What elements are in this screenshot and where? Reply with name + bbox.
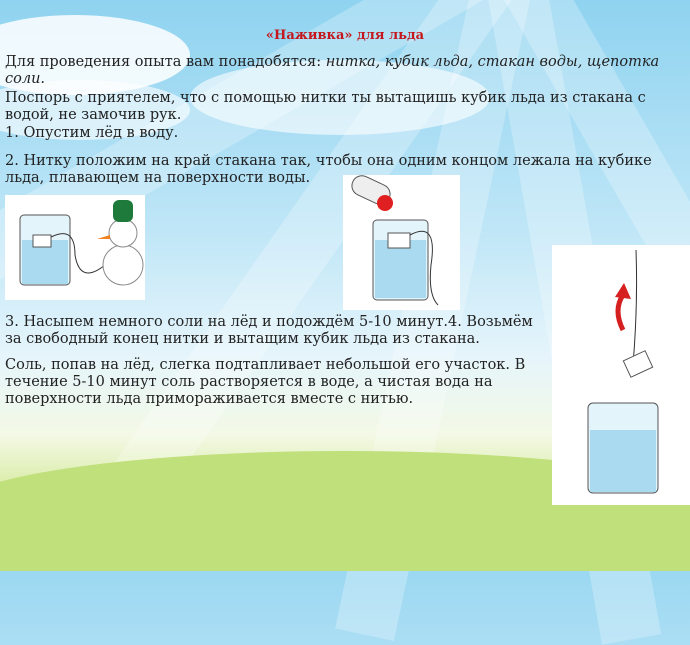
glass-snowman-icon [5,195,145,300]
challenge-text: Поспорь с приятелем, что с помощью нитки ты вытащишь кубик льда из стакана с водой, не замочив рук. [5,90,646,123]
lifted-ice-icon [552,245,690,505]
salt-glass-icon [343,175,460,310]
materials-text [5,54,675,88]
materials-list: нитка, кубик льда, стакан воды, щепотка соли. [5,54,660,87]
explanation: Соль, попав на лёд, слегка подтапливает небольшой его участок. В течение 5-10 минут соль растворяется в воде, а чистая вода на поверхности льда примораживается вместе с нитью. [5,357,526,407]
illustration-salt-glass [343,175,460,310]
step-2: 2. Нитку положим на край стакана так, чтобы она одним концом лежала на кубике льда, плавающем на поверхности воды. [5,153,652,186]
materials-label: Для проведения опыта вам понадобятся: [5,54,326,70]
page-title: «Наживка» для льда [265,28,425,43]
illustration-glass-snowman [5,195,145,300]
illustration-lifted-ice [552,245,690,505]
step-3-4: 3. Насыпем немного соли на лёд и подождём 5-10 минут.4. Возьмём за свободный конец нитки и вытащим кубик льда из стакана. [5,314,533,347]
step-1: 1. Опустим лёд в воду. [5,125,179,141]
